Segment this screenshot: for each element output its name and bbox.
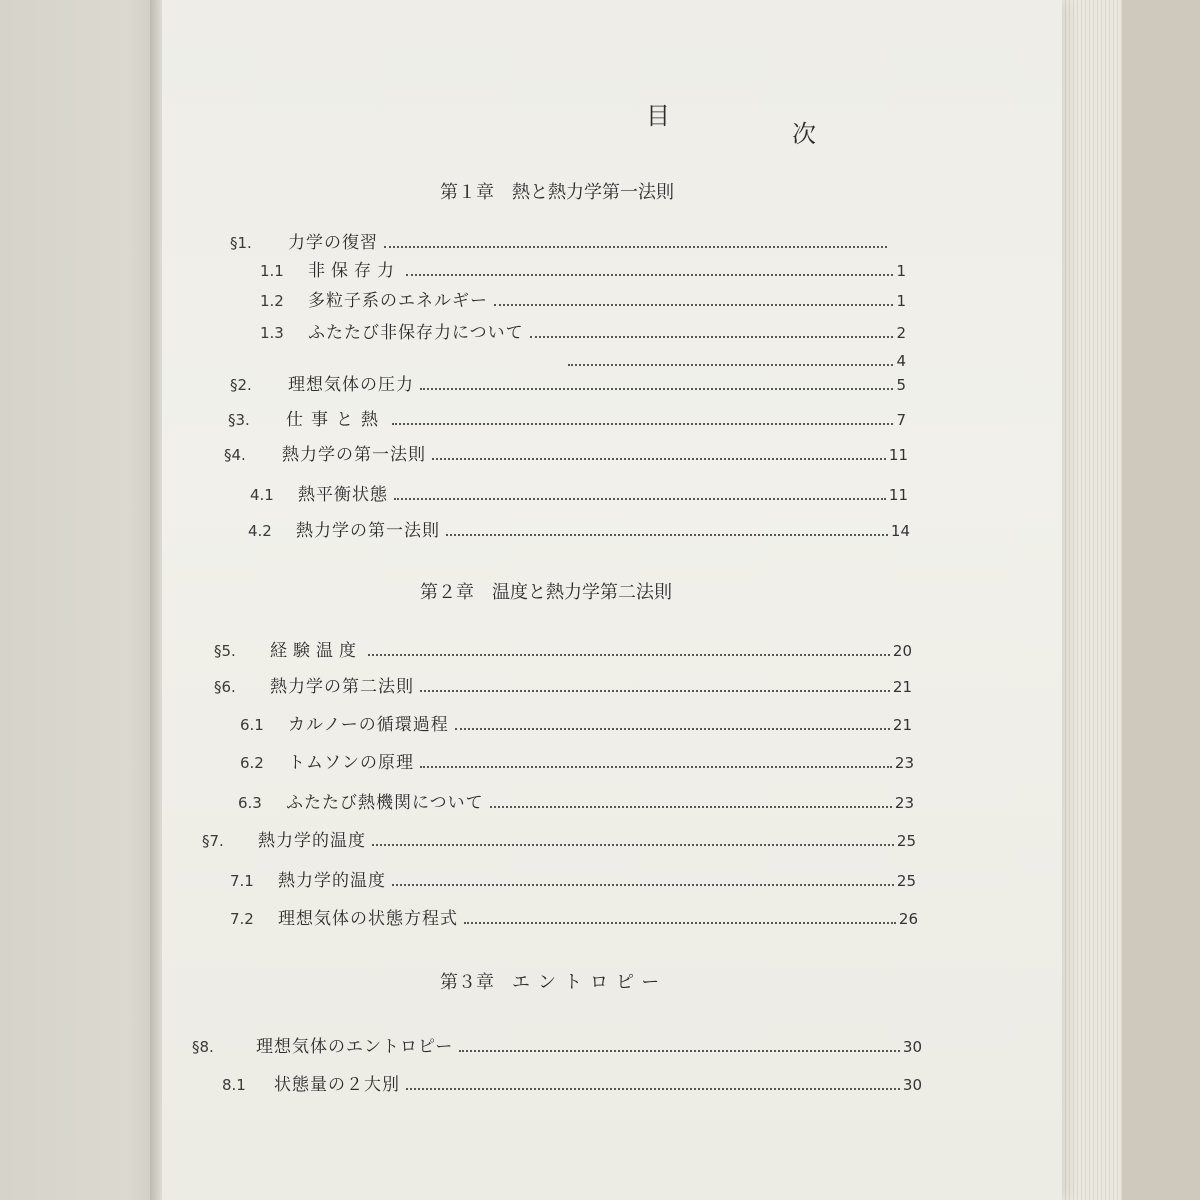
- page-number: 11: [888, 446, 908, 464]
- page-number: 1: [896, 262, 906, 280]
- page-number: 5: [896, 376, 906, 394]
- chapter-3-heading: [440, 968, 667, 994]
- page-number: 21: [892, 678, 912, 696]
- entry-label: 熱力学の第一法則: [282, 445, 426, 465]
- leader-dots: [394, 498, 886, 500]
- leader-dots: [406, 274, 893, 276]
- section-number: 4.2: [248, 522, 272, 540]
- section-number: 6.2: [240, 754, 264, 772]
- toc-entry: [240, 710, 912, 735]
- entry-label: カルノーの循環過程: [288, 715, 449, 735]
- toc-entry: [260, 286, 906, 311]
- section-number: §8.: [192, 1038, 214, 1056]
- toc-entry: [230, 370, 906, 395]
- toc-entry: [230, 866, 916, 891]
- entry-label: ふたたび熱機関について: [286, 793, 484, 813]
- toc-entry: [202, 826, 916, 851]
- toc-title: [632, 96, 852, 146]
- toc-entry: [260, 318, 906, 343]
- chapter-title: エントロピー: [512, 972, 668, 993]
- entry-label: 熱力学的温度: [278, 871, 386, 891]
- section-number: §2.: [230, 376, 252, 394]
- page-number: 23: [894, 794, 914, 812]
- leader-dots: [420, 388, 893, 390]
- section-number: §6.: [214, 678, 236, 696]
- page-number: 26: [898, 910, 918, 928]
- toc-title-char-2: 次: [792, 120, 816, 148]
- entry-label: 状態量の２大別: [274, 1075, 400, 1095]
- entry-label: 熱力学の第二法則: [270, 677, 414, 697]
- toc-entry: [192, 1032, 922, 1057]
- entry-label: 熱力学の第一法則: [296, 521, 440, 541]
- leader-dots: [494, 304, 893, 306]
- leader-dots: [455, 728, 890, 730]
- page-number: 14: [890, 522, 910, 540]
- entry-label: 多粒子系のエネルギー: [308, 291, 488, 311]
- page-number: 11: [888, 486, 908, 504]
- page-number: 25: [896, 872, 916, 890]
- section-number: 1.3: [260, 324, 284, 342]
- toc-entry: [562, 352, 906, 370]
- entry-label: 経験温度: [270, 641, 362, 661]
- leader-dots: [420, 766, 892, 768]
- toc-entry: [230, 904, 918, 929]
- section-number: §4.: [224, 446, 246, 464]
- leader-dots: [392, 423, 893, 425]
- book-page: [162, 0, 1062, 1200]
- entry-label: 熱力学的温度: [258, 831, 366, 851]
- toc-entry: [222, 1070, 922, 1095]
- leader-dots: [568, 364, 893, 366]
- toc-entry: [230, 228, 890, 253]
- leader-dots: [490, 806, 892, 808]
- page-number: 4: [896, 352, 906, 370]
- page-number: 30: [902, 1038, 922, 1056]
- section-number: 6.1: [240, 716, 264, 734]
- section-number: 6.3: [238, 794, 262, 812]
- toc-entry: [240, 748, 914, 773]
- chapter-1-heading: [440, 178, 674, 204]
- leader-dots: [432, 458, 886, 460]
- toc-entry: [260, 256, 906, 281]
- chapter-2-heading: [420, 578, 672, 604]
- section-number: 8.1: [222, 1076, 246, 1094]
- page-edges: [1062, 0, 1122, 1200]
- section-number: 7.1: [230, 872, 254, 890]
- leader-dots: [406, 1088, 900, 1090]
- toc-entry: [238, 788, 914, 813]
- leader-dots: [392, 884, 894, 886]
- entry-label: トムソンの原理: [288, 753, 414, 773]
- section-number: §7.: [202, 832, 224, 850]
- entry-label: 理想気体の圧力: [288, 375, 414, 395]
- section-number: 4.1: [250, 486, 274, 504]
- leader-dots: [530, 336, 894, 338]
- chapter-number: 第２章: [420, 582, 474, 603]
- entry-label: 理想気体の状態方程式: [278, 909, 458, 929]
- leader-dots: [459, 1050, 900, 1052]
- section-number: 1.2: [260, 292, 284, 310]
- leader-dots: [420, 690, 890, 692]
- leader-dots: [372, 844, 894, 846]
- chapter-number: 第１章: [440, 182, 494, 203]
- entry-label: 熱平衡状態: [298, 485, 388, 505]
- page-number: 20: [892, 642, 912, 660]
- chapter-title: 熱と熱力学第一法則: [512, 182, 674, 203]
- adjacent-page: [0, 0, 160, 1200]
- leader-dots: [464, 922, 896, 924]
- page-number: 21: [892, 716, 912, 734]
- page-number: 30: [902, 1076, 922, 1094]
- section-number: §3.: [228, 411, 250, 429]
- toc-title-char-1: 目: [646, 102, 670, 130]
- entry-label: 仕事と熱: [286, 410, 386, 430]
- page-number: 1: [896, 292, 906, 310]
- background-surface: [1122, 0, 1200, 1200]
- chapter-title: 温度と熱力学第二法則: [492, 582, 672, 603]
- toc-entry: [214, 636, 912, 661]
- page-number: 23: [894, 754, 914, 772]
- leader-dots: [384, 246, 887, 248]
- toc-entry: [214, 672, 912, 697]
- toc-entry: [224, 440, 908, 465]
- chapter-number: 第３章: [440, 972, 494, 993]
- page-number: 25: [896, 832, 916, 850]
- section-number: 7.2: [230, 910, 254, 928]
- toc-entry: [228, 405, 906, 430]
- leader-dots: [368, 654, 890, 656]
- entry-label: 非保存力: [308, 261, 400, 281]
- page-number: 7: [896, 411, 906, 429]
- leader-dots: [446, 534, 888, 536]
- entry-label: ふたたび非保存力について: [308, 323, 524, 343]
- page-number: 2: [896, 324, 906, 342]
- entry-label: 理想気体のエントロピー: [256, 1037, 454, 1057]
- section-number: 1.1: [260, 262, 284, 280]
- section-number: §5.: [214, 642, 236, 660]
- entry-label: 力学の復習: [288, 233, 378, 253]
- section-number: §1.: [230, 234, 252, 252]
- toc-entry: [248, 516, 910, 541]
- toc-entry: [250, 480, 908, 505]
